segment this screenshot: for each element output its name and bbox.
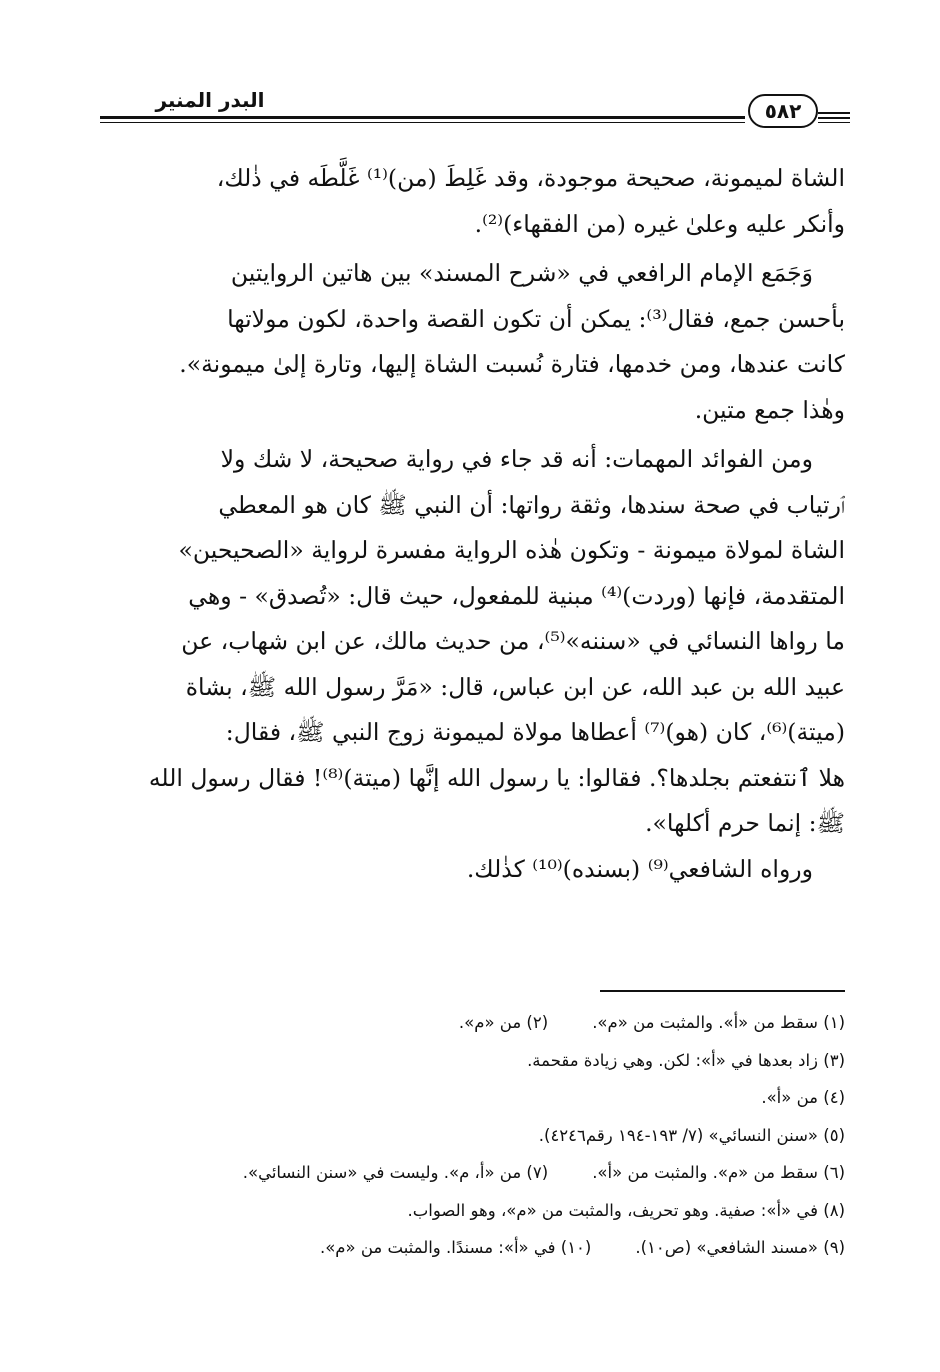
text-line: الشاة لمولاة ميمونة - وتكون هٰذه الرواية مفسرة لرواية «الصحيحين»: [178, 536, 845, 564]
text-line: ومن الفوائد المهمات: أنه قد جاء في رواية صحيحة، لا شك ولا: [220, 445, 813, 473]
header-rule-thin: [100, 122, 745, 123]
text-line: ورواه الشافعي⁽⁹⁾ (بسنده)⁽¹⁰⁾ كذٰلك.: [466, 854, 813, 883]
footnote: (٣) زاد بعدها في «أ»: لكن. وهي زيادة مقحمة.: [527, 1050, 845, 1070]
running-title: البدر المنير: [155, 88, 265, 112]
header-rule-ornament: [818, 122, 850, 123]
text-line: كانت عندها، ومن خدمها، فتارة نُسبت الشاة إليها، وتارة إلىٰ ميمونة».: [179, 350, 845, 378]
footnotes: [100, 1004, 845, 1267]
text-line: ما رواها النسائي في «سننه»⁽⁵⁾، من حديث مالك، عن ابن شهاب، عن: [181, 627, 845, 655]
text-line: هلا ٱنتفعتم بجلدها؟. فقالوا: يا رسول الله إنَّها (ميتة)⁽⁸⁾! فقال رسول الله: [148, 763, 845, 792]
footnote-row: [100, 1192, 845, 1230]
header-rule-ornament: [818, 112, 850, 114]
footnote-row: [100, 1229, 845, 1267]
footnote: (٨) في «أ»: صفية. وهو تحريف، والمثبت من «م»، وهو الصواب.: [407, 1200, 845, 1220]
footnote: (٦) سقط من «م». والمثبت من «أ».: [592, 1163, 845, 1182]
text-line: ﷺ: إنما حرم أكلها».: [645, 809, 845, 837]
footnote: (١٠) في «أ»: مسندًا. والمثبت من «م».: [319, 1238, 592, 1257]
header-rule: [100, 116, 745, 119]
footnote-row: [100, 1117, 845, 1155]
footnote-separator: [600, 990, 845, 992]
text-line: (ميتة)⁽⁶⁾، كان (هو)⁽⁷⁾ أعطاها مولاة لميمونة زوج النبي ﷺ، فقال:: [225, 718, 845, 746]
footnote: (٥) «سنن النسائي» (٧/ ١٩٣-١٩٤ رقم٤٢٤٦).: [538, 1125, 845, 1145]
text-line: وأنكر عليه وعلىٰ غيره (من الفقهاء)⁽²⁾.: [474, 209, 845, 238]
text-line: الشاة لميمونة، صحيحة موجودة، وقد غَلِطَ (من)⁽¹⁾ غَلَّطَه في ذٰلك،: [216, 164, 845, 192]
text-line: وَجَمَع الإمام الرافعي في «شرح المسند» بين هاتين الروايتين: [230, 259, 813, 287]
footnote: (٩) «مسند الشافعي» (ص١٠).: [635, 1238, 845, 1257]
footnote-row: [100, 1042, 845, 1080]
text-line: بأحسن جمع، فقال⁽³⁾: يمكن أن تكون القصة واحدة، لكون مولاتها: [227, 304, 845, 333]
footnote: (١) سقط من «أ». والمثبت من «م».: [592, 1013, 845, 1032]
page-number: ٥٨٢: [748, 94, 818, 128]
text-line: ٱرتياب في صحة سندها، وثقة رواتها: أن النبي ﷺ كان هو المعطي: [218, 490, 845, 519]
header-rule-ornament: [818, 117, 850, 119]
footnote-row: [100, 1004, 845, 1042]
footnote: (٤) من «أ».: [761, 1088, 845, 1107]
footnote: (٧) من «أ، م». وليست في «سنن النسائي».: [242, 1163, 549, 1182]
text-line: وهٰذا جمع متين.: [694, 395, 845, 424]
text-line: المتقدمة، فإنها (وردت)⁽⁴⁾ مبنية للمفعول، حيث قال: «تُصدق» - وهي: [188, 581, 845, 610]
footnote-row: [100, 1154, 845, 1192]
footnote-row: [100, 1079, 845, 1117]
text-line: عبيد الله بن عبد الله، عن ابن عباس، قال: «مَرَّ رسول الله ﷺ، بشاة: [185, 672, 845, 701]
main-text: [100, 156, 845, 892]
footnote: (٢) من «م».: [458, 1013, 549, 1032]
